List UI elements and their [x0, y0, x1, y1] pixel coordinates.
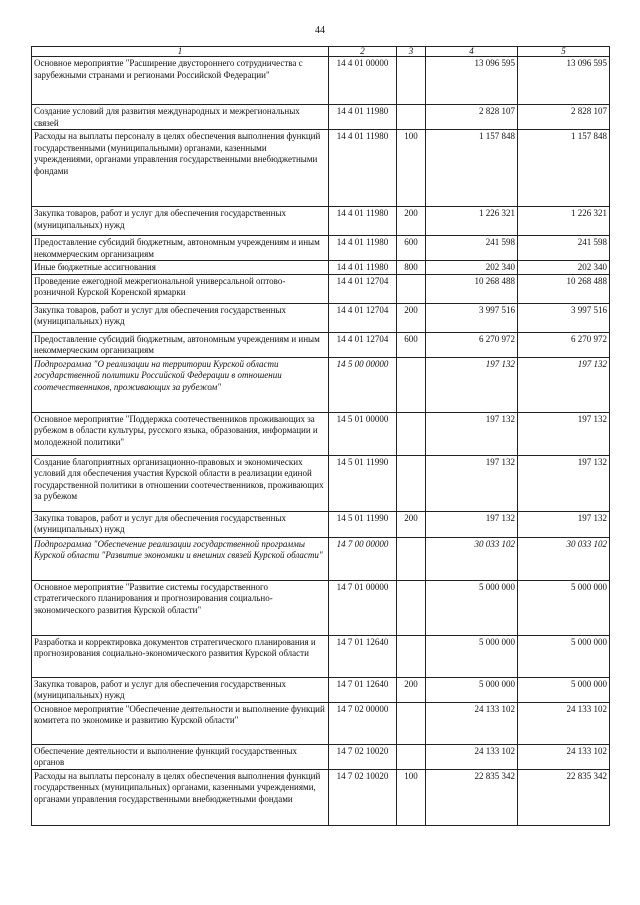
row-code-cell: 14 4 01 11980: [329, 236, 397, 261]
table-row: [32, 130, 610, 207]
row-expense-type-cell: [397, 274, 426, 303]
page-number: 44: [315, 25, 325, 36]
row-expense-type-cell: [397, 412, 426, 455]
row-expense-type-cell: 200: [397, 303, 426, 332]
row-name-cell: Предоставление субсидий бюджетным, автономным учреждениям и иным некоммерческим организациям: [32, 332, 329, 357]
column-header-amount-1: 4: [426, 47, 518, 57]
row-name-cell: Основное мероприятие "Развитие системы государственного стратегического планирования и прогнозирования социально-экономического развития Курской области": [32, 580, 329, 635]
row-expense-type-cell: [397, 357, 426, 412]
table-row: [32, 207, 610, 236]
row-code-cell: 14 7 01 12640: [329, 635, 397, 677]
row-expense-type-cell: [397, 744, 426, 769]
column-header-code: 2: [329, 47, 397, 57]
row-name-cell: Проведение ежегодной межрегиональной универсальной оптово-розничной Курской Коренской ярмарки: [32, 274, 329, 303]
row-amount-1-cell: 241 598: [426, 236, 518, 261]
row-amount-2-cell: 13 096 595: [518, 57, 610, 105]
row-expense-type-cell: [397, 702, 426, 744]
table-row: [32, 702, 610, 744]
row-name-cell: Иные бюджетные ассигнования: [32, 261, 329, 275]
row-amount-2-cell: 24 133 102: [518, 702, 610, 744]
row-amount-2-cell: 5 000 000: [518, 580, 610, 635]
row-amount-2-cell: 2 828 107: [518, 105, 610, 130]
column-header-name: 1: [32, 47, 329, 57]
row-amount-1-cell: 197 132: [426, 357, 518, 412]
row-name-cell: Расходы на выплаты персоналу в целях обеспечения выполнения функций государственных (муниципальных) органами, казенными учреждениями, органами управления государственными внебюджетными фондами: [32, 769, 329, 825]
row-amount-2-cell: 6 270 972: [518, 332, 610, 357]
table-row: [32, 635, 610, 677]
row-amount-1-cell: 2 828 107: [426, 105, 518, 130]
row-amount-2-cell: 22 835 342: [518, 769, 610, 825]
row-amount-1-cell: 22 835 342: [426, 769, 518, 825]
row-name-cell: Расходы на выплаты персоналу в целях обеспечения выполнения функций государственными (муниципальными) органами, казенными учреждениями, органами управления государственными внебюджетными фондами: [32, 130, 329, 207]
row-amount-2-cell: 1 157 848: [518, 130, 610, 207]
row-name-cell: Создание благоприятных организационно-правовых и экономических условий для обеспечения участия Курской области в реализации единой государственной политики в отношении соотечественников, проживающих за рубежом: [32, 455, 329, 511]
table-row: [32, 105, 610, 130]
table-body: [32, 57, 610, 826]
row-name-cell: Разработка и корректировка документов стратегического планирования и прогнозирования социально-экономического развития Курской области: [32, 635, 329, 677]
table-row: [32, 744, 610, 769]
row-name-cell: Подпрограмма "О реализации на территории Курской области государственной политики Российской Федерации в отношении соотечественников, проживающих за рубежом": [32, 357, 329, 412]
row-code-cell: 14 7 02 10020: [329, 744, 397, 769]
table-row: [32, 57, 610, 105]
row-expense-type-cell: 100: [397, 130, 426, 207]
row-expense-type-cell: 100: [397, 769, 426, 825]
row-expense-type-cell: 200: [397, 511, 426, 537]
row-name-cell: Основное мероприятие "Поддержка соотечественников проживающих за рубежом в области культуры, русского языка, образования, информации и молодежной политики": [32, 412, 329, 455]
row-expense-type-cell: 600: [397, 236, 426, 261]
row-expense-type-cell: 600: [397, 332, 426, 357]
row-expense-type-cell: [397, 537, 426, 580]
table-row: [32, 537, 610, 580]
table-row: [32, 769, 610, 825]
row-code-cell: 14 4 01 12704: [329, 274, 397, 303]
row-code-cell: 14 5 00 00000: [329, 357, 397, 412]
row-amount-1-cell: 197 132: [426, 455, 518, 511]
row-amount-1-cell: 197 132: [426, 412, 518, 455]
table-row: [32, 412, 610, 455]
row-amount-1-cell: 5 000 000: [426, 580, 518, 635]
row-code-cell: 14 4 01 00000: [329, 57, 397, 105]
row-amount-2-cell: 202 340: [518, 261, 610, 275]
table-row: [32, 236, 610, 261]
row-expense-type-cell: 800: [397, 261, 426, 275]
row-code-cell: 14 7 02 10020: [329, 769, 397, 825]
row-name-cell: Закупка товаров, работ и услуг для обеспечения государственных (муниципальных) нужд: [32, 677, 329, 702]
row-amount-2-cell: 10 268 488: [518, 274, 610, 303]
table-header-row: [32, 47, 610, 57]
row-amount-1-cell: 1 157 848: [426, 130, 518, 207]
row-name-cell: Подпрограмма "Обеспечение реализации государственной программы Курской области "Развитие экономики и внешних связей Курской области": [32, 537, 329, 580]
row-name-cell: Закупка товаров, работ и услуг для обеспечения государственных (муниципальных) нужд: [32, 303, 329, 332]
row-amount-2-cell: 5 000 000: [518, 635, 610, 677]
row-expense-type-cell: 200: [397, 207, 426, 236]
row-amount-2-cell: 197 132: [518, 511, 610, 537]
row-code-cell: 14 5 01 11990: [329, 511, 397, 537]
row-amount-2-cell: 197 132: [518, 455, 610, 511]
row-amount-1-cell: 13 096 595: [426, 57, 518, 105]
table-row: [32, 580, 610, 635]
row-code-cell: 14 5 01 11990: [329, 455, 397, 511]
row-code-cell: 14 7 01 12640: [329, 677, 397, 702]
row-code-cell: 14 4 01 11980: [329, 207, 397, 236]
row-expense-type-cell: [397, 57, 426, 105]
row-name-cell: Основное мероприятие "Расширение двустороннего сотрудничества с зарубежными странами и регионами Российской Федерации": [32, 57, 329, 105]
table-row: [32, 274, 610, 303]
table-row: [32, 677, 610, 702]
row-expense-type-cell: 200: [397, 677, 426, 702]
row-amount-1-cell: 6 270 972: [426, 332, 518, 357]
budget-table: [31, 46, 610, 826]
table-row: [32, 332, 610, 357]
row-code-cell: 14 4 01 12704: [329, 332, 397, 357]
table-row: [32, 357, 610, 412]
column-header-expense-type: 3: [397, 47, 426, 57]
row-amount-1-cell: 5 000 000: [426, 635, 518, 677]
row-expense-type-cell: [397, 455, 426, 511]
table-row: [32, 511, 610, 537]
table-row: [32, 261, 610, 275]
row-amount-2-cell: 197 132: [518, 357, 610, 412]
row-expense-type-cell: [397, 635, 426, 677]
row-amount-1-cell: 24 133 102: [426, 702, 518, 744]
row-amount-2-cell: 24 133 102: [518, 744, 610, 769]
row-amount-2-cell: 1 226 321: [518, 207, 610, 236]
row-code-cell: 14 7 02 00000: [329, 702, 397, 744]
row-code-cell: 14 4 01 12704: [329, 303, 397, 332]
row-name-cell: Основное мероприятие "Обеспечение деятельности и выполнение функций комитета по экономике и развитию Курской области": [32, 702, 329, 744]
row-amount-1-cell: 10 268 488: [426, 274, 518, 303]
row-name-cell: Обеспечение деятельности и выполнение функций государственных органов: [32, 744, 329, 769]
row-amount-2-cell: 5 000 000: [518, 677, 610, 702]
row-amount-1-cell: 197 132: [426, 511, 518, 537]
row-name-cell: Создание условий для развития международных и межрегиональных связей: [32, 105, 329, 130]
row-name-cell: Предоставление субсидий бюджетным, автономным учреждениям и иным некоммерческим организациям: [32, 236, 329, 261]
row-amount-1-cell: 3 997 516: [426, 303, 518, 332]
row-code-cell: 14 4 01 11980: [329, 130, 397, 207]
row-amount-2-cell: 3 997 516: [518, 303, 610, 332]
column-header-amount-2: 5: [518, 47, 610, 57]
row-code-cell: 14 7 01 00000: [329, 580, 397, 635]
row-name-cell: Закупка товаров, работ и услуг для обеспечения государственных (муниципальных) нужд: [32, 511, 329, 537]
row-amount-1-cell: 5 000 000: [426, 677, 518, 702]
row-amount-1-cell: 1 226 321: [426, 207, 518, 236]
table-row: [32, 303, 610, 332]
table-row: [32, 455, 610, 511]
row-name-cell: Закупка товаров, работ и услуг для обеспечения государственных (муниципальных) нужд: [32, 207, 329, 236]
row-amount-2-cell: 241 598: [518, 236, 610, 261]
row-amount-1-cell: 202 340: [426, 261, 518, 275]
row-amount-2-cell: 30 033 102: [518, 537, 610, 580]
row-code-cell: 14 5 01 00000: [329, 412, 397, 455]
row-code-cell: 14 4 01 11980: [329, 105, 397, 130]
row-expense-type-cell: [397, 105, 426, 130]
row-amount-2-cell: 197 132: [518, 412, 610, 455]
row-code-cell: 14 4 01 11980: [329, 261, 397, 275]
row-amount-1-cell: 30 033 102: [426, 537, 518, 580]
row-code-cell: 14 7 00 00000: [329, 537, 397, 580]
row-expense-type-cell: [397, 580, 426, 635]
row-amount-1-cell: 24 133 102: [426, 744, 518, 769]
